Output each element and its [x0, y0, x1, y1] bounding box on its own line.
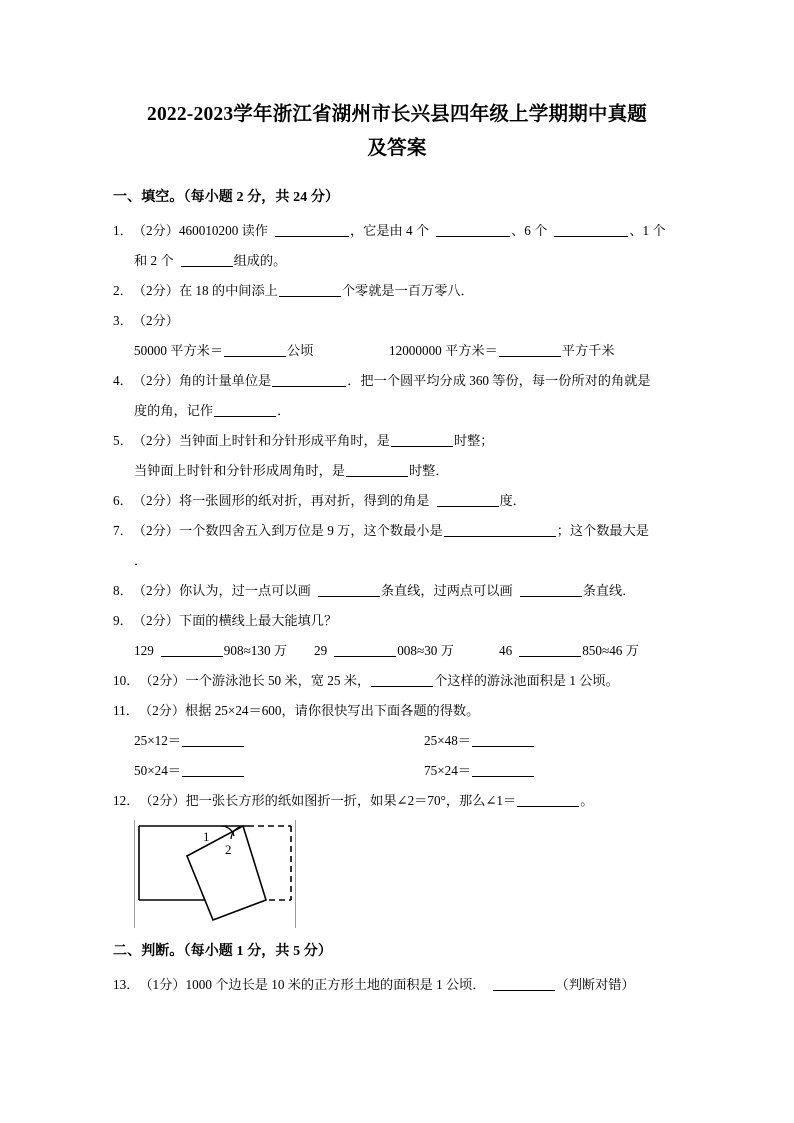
question-9-item-2: [314, 636, 499, 666]
question-11-line-1: [113, 696, 681, 726]
question-11-item-3: [134, 756, 424, 786]
question-9-blank-2[interactable]: [334, 643, 396, 657]
question-7-line-2: [113, 546, 681, 576]
question-5: [113, 426, 681, 486]
question-7-blank-1[interactable]: [444, 523, 556, 537]
question-12-line-1: [113, 786, 681, 816]
question-4-line-2: [113, 396, 681, 426]
question-11-line-3: [113, 756, 681, 786]
question-3-score: （2分）: [132, 313, 179, 328]
question-11-text-c: 50×24＝: [134, 763, 181, 778]
question-7-text-a: 一个数四舍五入到万位是 9 万，这个数最小是: [178, 523, 443, 538]
bottom-spacer: [113, 1000, 681, 1004]
question-8-blank-1[interactable]: [318, 583, 380, 597]
question-3-blank-2[interactable]: [499, 343, 561, 357]
question-1-text-b: ，它是由 4 个: [349, 223, 430, 238]
question-1-blank-4[interactable]: [181, 253, 233, 267]
question-6-number: 6．: [113, 493, 133, 508]
question-12-text-b: 。: [580, 793, 594, 808]
question-11-prompt: 根据 25×24＝600，请你很快写出下面各题的得数。: [185, 703, 480, 718]
question-13-number: 13．: [113, 977, 140, 992]
question-4-text-d: ．: [277, 403, 291, 418]
question-2-number: 2．: [113, 283, 133, 298]
question-11-number: 11．: [113, 703, 139, 718]
question-3-item-1: [134, 336, 389, 366]
question-9-text-a: 129: [134, 643, 154, 658]
question-9-line-2: [113, 636, 681, 666]
question-10-blank-1[interactable]: [371, 673, 433, 687]
question-1-text-a: 460010200 读作: [178, 223, 268, 238]
question-9-item-1: [134, 636, 314, 666]
question-11-item-4: [424, 756, 535, 786]
question-13-line-1: [113, 970, 681, 1000]
page-title-line-1: 2022-2023学年浙江省湖州市长兴县四年级上学期期中真题: [147, 104, 647, 125]
question-4-text-b: ．把一个圆平均分成 360 等份，每一份所对的角就是: [347, 373, 651, 388]
question-1-blank-2[interactable]: [436, 223, 510, 237]
angle-2-label: 2: [225, 842, 232, 857]
question-9-number: 9．: [113, 613, 133, 628]
question-8-score: （2分）: [132, 583, 179, 598]
question-5-line-2: [113, 456, 681, 486]
question-4-blank-1[interactable]: [272, 373, 346, 387]
question-1-text-e: 和 2 个: [134, 253, 174, 268]
question-12-number: 12．: [113, 793, 140, 808]
question-9-text-d: 008≈30 万: [397, 643, 454, 658]
question-4-line-1: [113, 366, 681, 396]
question-12-figure-wrapper: [113, 820, 681, 928]
question-3-text-a: 50000 平方米＝: [134, 343, 224, 358]
question-6: [113, 486, 681, 516]
question-1-blank-3[interactable]: [554, 223, 628, 237]
angle-1-label: 1: [203, 829, 210, 844]
question-5-line-1: [113, 426, 681, 456]
question-5-blank-2[interactable]: [346, 463, 408, 477]
question-13-blank-1[interactable]: [493, 977, 555, 991]
question-7-number: 7．: [113, 523, 133, 538]
question-11-blank-2[interactable]: [472, 733, 534, 747]
question-12-text-a: 把一张长方形的纸如图折一折，如果∠2＝70°，那么∠1＝: [185, 793, 517, 808]
question-4-text-c: 度的角，记作: [134, 403, 214, 418]
question-1-text-d: 、1 个: [629, 223, 666, 238]
question-8-number: 8．: [113, 583, 133, 598]
question-11-text-b: 25×48＝: [424, 733, 471, 748]
question-5-text-d: 时整．: [409, 463, 449, 478]
question-2-blank-1[interactable]: [279, 283, 341, 297]
question-7-text-b: ；这个数最大是: [556, 523, 649, 538]
question-12: [113, 786, 681, 816]
question-2-line-1: [113, 276, 681, 306]
question-7: [113, 516, 681, 576]
question-3-blank-1[interactable]: [224, 343, 286, 357]
question-3-line-2: [113, 336, 681, 366]
question-7-text-c: ．: [134, 553, 148, 568]
question-3-text-d: 平方千米: [561, 343, 615, 358]
question-6-line-1: [113, 486, 681, 516]
question-13-text-b: （判断对错）: [555, 977, 635, 992]
question-1: [113, 216, 681, 276]
question-8-text-a: 你认为，过一点可以画: [178, 583, 311, 598]
question-5-text-c: 当钟面上时针和分针形成周角时，是: [134, 463, 345, 478]
question-8-line-1: [113, 576, 681, 606]
question-1-line-1: [113, 216, 681, 246]
question-10: [113, 666, 681, 696]
question-5-text-a: 当钟面上时针和分针形成平角时，是: [178, 433, 390, 448]
question-2-score: （2分）: [132, 283, 179, 298]
question-9-blank-1[interactable]: [161, 643, 223, 657]
question-11-blank-3[interactable]: [182, 763, 244, 777]
question-2-text-b: 个零就是一百万零八．: [341, 283, 474, 298]
question-1-line-2: [113, 246, 681, 276]
question-3-text-b: 公顷: [287, 343, 314, 358]
question-4-blank-2[interactable]: [214, 403, 276, 417]
question-11: [113, 696, 681, 786]
question-1-text-c: 、6 个: [511, 223, 548, 238]
question-2: [113, 276, 681, 306]
page-content: [113, 0, 681, 1004]
section-heading-fill-in-blanks: 一、填空。（每小题 2 分，共 24 分）: [113, 190, 340, 205]
question-9-text-c: 29: [314, 643, 328, 658]
question-8-text-c: 条直线．: [582, 583, 636, 598]
question-10-text-a: 一个游泳池长 50 米，宽 25 米，: [185, 673, 371, 688]
page-title: [113, 98, 681, 166]
folded-paper-diagram: [135, 820, 295, 926]
question-1-blank-1[interactable]: [275, 223, 349, 237]
question-12-score: （2分）: [139, 793, 186, 808]
question-9-blank-3[interactable]: [519, 643, 581, 657]
question-4-score: （2分）: [132, 373, 179, 388]
question-3-number: 3．: [113, 313, 133, 328]
question-9-prompt: 下面的横线上最大能填几？: [178, 613, 338, 628]
question-6-text-b: 度．: [499, 493, 526, 508]
question-10-line-1: [113, 666, 681, 696]
question-11-line-2: [113, 726, 681, 756]
question-11-score: （2分）: [138, 703, 186, 718]
question-9-text-f: 850≈46 万: [582, 643, 639, 658]
question-11-blank-1[interactable]: [182, 733, 244, 747]
question-5-number: 5．: [113, 433, 133, 448]
question-9-score: （2分）: [132, 613, 179, 628]
question-6-blank-1[interactable]: [437, 493, 499, 507]
question-9: [113, 606, 681, 666]
page-title-line-2: 及答案: [367, 138, 427, 159]
question-3-item-2: [389, 336, 615, 366]
question-9-line-1: [113, 606, 681, 636]
question-1-text-f: 组成的。: [233, 253, 287, 268]
question-4-number: 4．: [113, 373, 133, 388]
question-9-item-3: [499, 636, 639, 666]
question-11-item-1: [134, 726, 424, 756]
folded-paper-figure: [134, 820, 296, 928]
question-1-score: （2分）: [132, 223, 179, 238]
question-5-score: （2分）: [132, 433, 179, 448]
question-11-blank-4[interactable]: [472, 763, 534, 777]
question-3-line-1: [113, 306, 681, 336]
section-heading-true-false: 二、判断。（每小题 1 分，共 5 分）: [113, 944, 332, 959]
question-7-line-1: [113, 516, 681, 546]
question-3: [113, 306, 681, 366]
question-9-text-b: 908≈130 万: [223, 643, 288, 658]
question-4: [113, 366, 681, 426]
question-11-text-d: 75×24＝: [424, 763, 471, 778]
question-10-score: （2分）: [139, 673, 186, 688]
question-8: [113, 576, 681, 606]
question-10-number: 10．: [113, 673, 140, 688]
question-13-score: （1分）: [139, 977, 186, 992]
question-1-number: 1．: [113, 223, 133, 238]
question-10-text-b: 个这样的游泳池面积是 1 公顷。: [434, 673, 619, 688]
question-6-text-a: 将一张圆形的纸对折，再对折，得到的角是: [178, 493, 430, 508]
question-2-text-a: 在 18 的中间添上: [178, 283, 278, 298]
question-7-score: （2分）: [132, 523, 179, 538]
question-5-text-b: 时整；: [453, 433, 494, 448]
question-13: [113, 970, 681, 1000]
question-8-text-b: 条直线，过两点可以画: [380, 583, 513, 598]
question-4-text-a: 角的计量单位是: [178, 373, 272, 388]
question-6-score: （2分）: [132, 493, 179, 508]
question-13-text-a: 1000 个边长是 10 米的正方形土地的面积是 1 公顷．: [185, 977, 486, 992]
question-12-blank-1[interactable]: [517, 793, 579, 807]
question-3-text-c: 12000000 平方米＝: [389, 343, 498, 358]
question-11-item-2: [424, 726, 535, 756]
question-11-text-a: 25×12＝: [134, 733, 181, 748]
question-8-blank-2[interactable]: [520, 583, 582, 597]
question-5-blank-1[interactable]: [391, 433, 453, 447]
question-9-text-e: 46: [499, 643, 513, 658]
